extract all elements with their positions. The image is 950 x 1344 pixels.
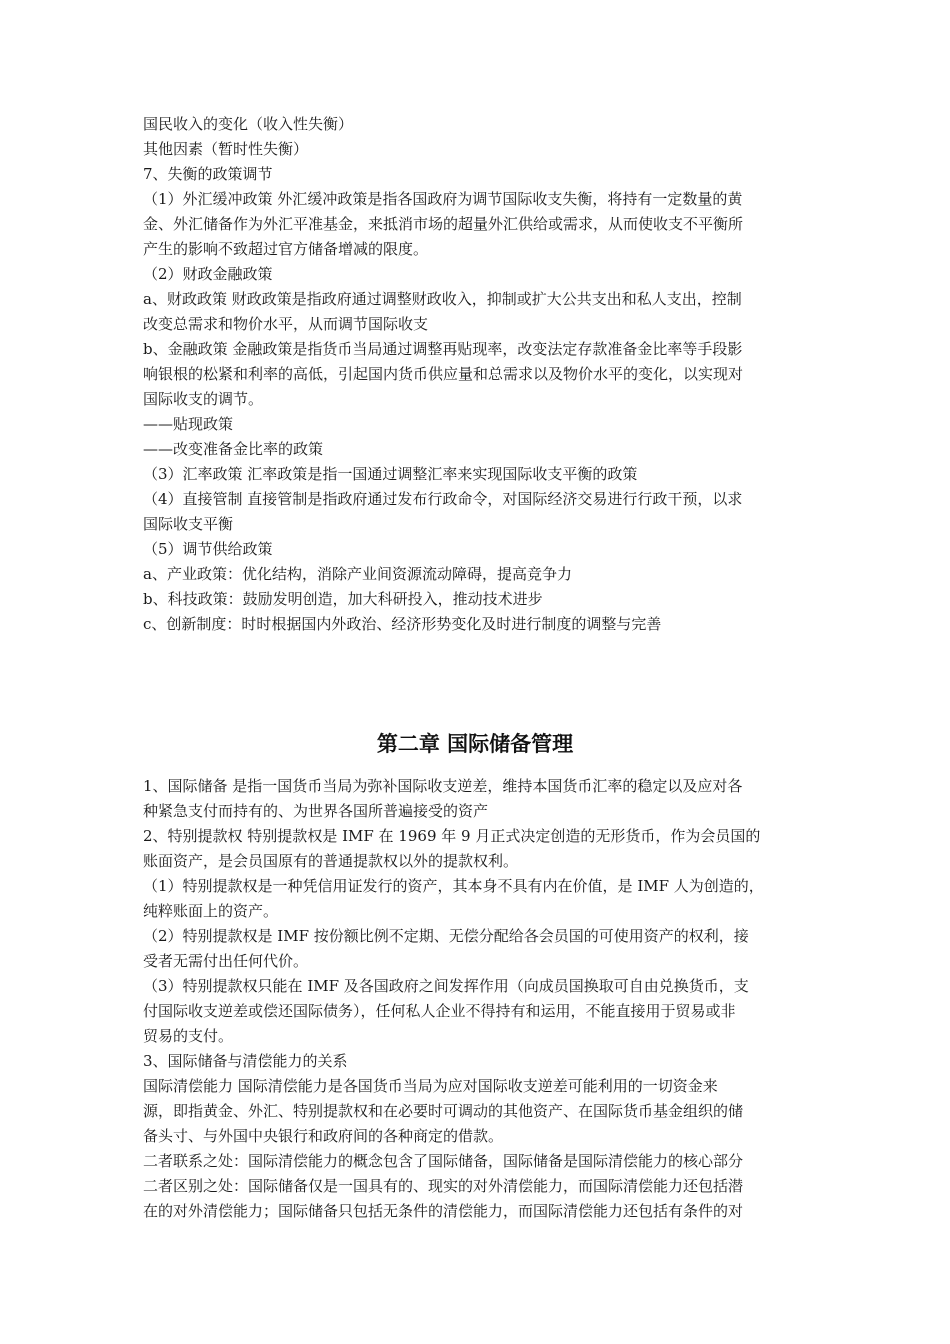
text-line: 产生的影响不致超过官方储备增减的限度。 — [143, 240, 429, 258]
text-line: （4）直接管制 直接管制是指政府通过发布行政命令，对国际经济交易进行行政干预，以求 — [143, 490, 743, 508]
text-line: 纯粹账面上的资产。 — [143, 902, 279, 921]
text-line: 源，即指黄金、外汇、特别提款权和在必要时可调动的其他资产、在国际货币基金组织的储 — [143, 1102, 744, 1121]
text-line: （3）汇率政策 汇率政策是指一国通过调整汇率来实现国际收支平衡的政策 — [143, 465, 638, 483]
text-line: a、财政政策 财政政策是指政府通过调整财政收入，抑制或扩大公共支出和私人支出，控制 — [143, 290, 742, 308]
text-line: 国际清偿能力 国际清偿能力是各国货币当局为应对国际收支逆差可能利用的一切资金来 — [143, 1077, 718, 1096]
text-line: ——改变准备金比率的政策 — [143, 440, 324, 458]
section-policy-adjustment — [143, 112, 807, 637]
text-line: 改变总需求和物价水平，从而调节国际收支 — [143, 315, 429, 333]
text-line: ——贴现政策 — [143, 415, 234, 433]
document-page — [143, 112, 807, 1224]
text-line: 国际收支平衡 — [143, 515, 234, 533]
chapter-title: 第二章 国际储备管理 — [376, 732, 574, 757]
text-line: 账面资产，是会员国原有的普通提款权以外的提款权利。 — [143, 852, 519, 871]
text-line: 国民收入的变化（收入性失衡） — [143, 115, 354, 133]
text-line: （2）财政金融政策 — [143, 265, 273, 283]
text-line: （1）外汇缓冲政策 外汇缓冲政策是指各国政府为调节国际收支失衡，将持有一定数量的黄 — [143, 190, 743, 208]
text-line: 种紧急支付而持有的、为世界各国所普遍接受的资产 — [143, 802, 489, 821]
text-line: a、产业政策：优化结构，消除产业间资源流动障碍，提高竞争力 — [143, 565, 572, 583]
text-line: 国际收支的调节。 — [143, 390, 264, 408]
text-line: 在的对外清偿能力；国际储备只包括无条件的清偿能力，而国际清偿能力还包括有条件的对 — [143, 1202, 744, 1221]
text-line: 3、国际储备与清偿能力的关系 — [143, 1052, 348, 1071]
text-line: 2、特别提款权 特别提款权是 IMF 在 1969 年 9 月正式决定创造的无形货币，作为会员国的 — [143, 827, 761, 846]
text-line: 贸易的支付。 — [143, 1027, 234, 1046]
text-line: 1、国际储备 是指一国货币当局为弥补国际收支逆差，维持本国货币汇率的稳定以及应对各 — [143, 777, 743, 796]
text-line: b、科技政策：鼓励发明创造，加大科研投入，推动技术进步 — [143, 590, 543, 608]
text-line: b、金融政策 金融政策是指货币当局通过调整再贴现率，改变法定存款准备金比率等手段影 — [143, 340, 743, 358]
section-international-reserves — [143, 774, 807, 1224]
text-line: （3）特别提款权只能在 IMF 及各国政府之间发挥作用（向成员国换取可自由兑换货币，支 — [143, 977, 749, 996]
text-line: 7、失衡的政策调节 — [143, 165, 273, 183]
text-line: 付国际收支逆差或偿还国际债务），任何私人企业不得持有和运用，不能直接用于贸易或非 — [143, 1002, 736, 1021]
text-line: 二者区别之处：国际储备仅是一国具有的、现实的对外清偿能力，而国际清偿能力还包括潜 — [143, 1177, 744, 1196]
text-line: 备头寸、与外国中央银行和政府间的各种商定的借款。 — [143, 1127, 504, 1146]
text-line: （2）特别提款权是 IMF 按份额比例不定期、无偿分配给各会员国的可使用资产的权利，接 — [143, 927, 749, 946]
text-line: c、创新制度：时时根据国内外政治、经济形势变化及时进行制度的调整与完善 — [143, 615, 662, 633]
text-line: 响银根的松紧和利率的高低，引起国内货币供应量和总需求以及物价水平的变化，以实现对 — [143, 365, 744, 383]
text-line: 二者联系之处：国际清偿能力的概念包含了国际储备，国际储备是国际清偿能力的核心部分 — [143, 1152, 744, 1171]
text-line: （1）特别提款权是一种凭信用证发行的资产，其本身不具有内在价值，是 IMF 人为创造的， — [143, 877, 764, 896]
text-line: 其他因素（暂时性失衡） — [143, 140, 309, 158]
text-line: （5）调节供给政策 — [143, 540, 273, 558]
text-line: 受者无需付出任何代价。 — [143, 952, 309, 971]
text-line: 金、外汇储备作为外汇平准基金，来抵消市场的超量外汇供给或需求，从而使收支不平衡所 — [143, 215, 744, 233]
section-gap — [143, 637, 807, 711]
